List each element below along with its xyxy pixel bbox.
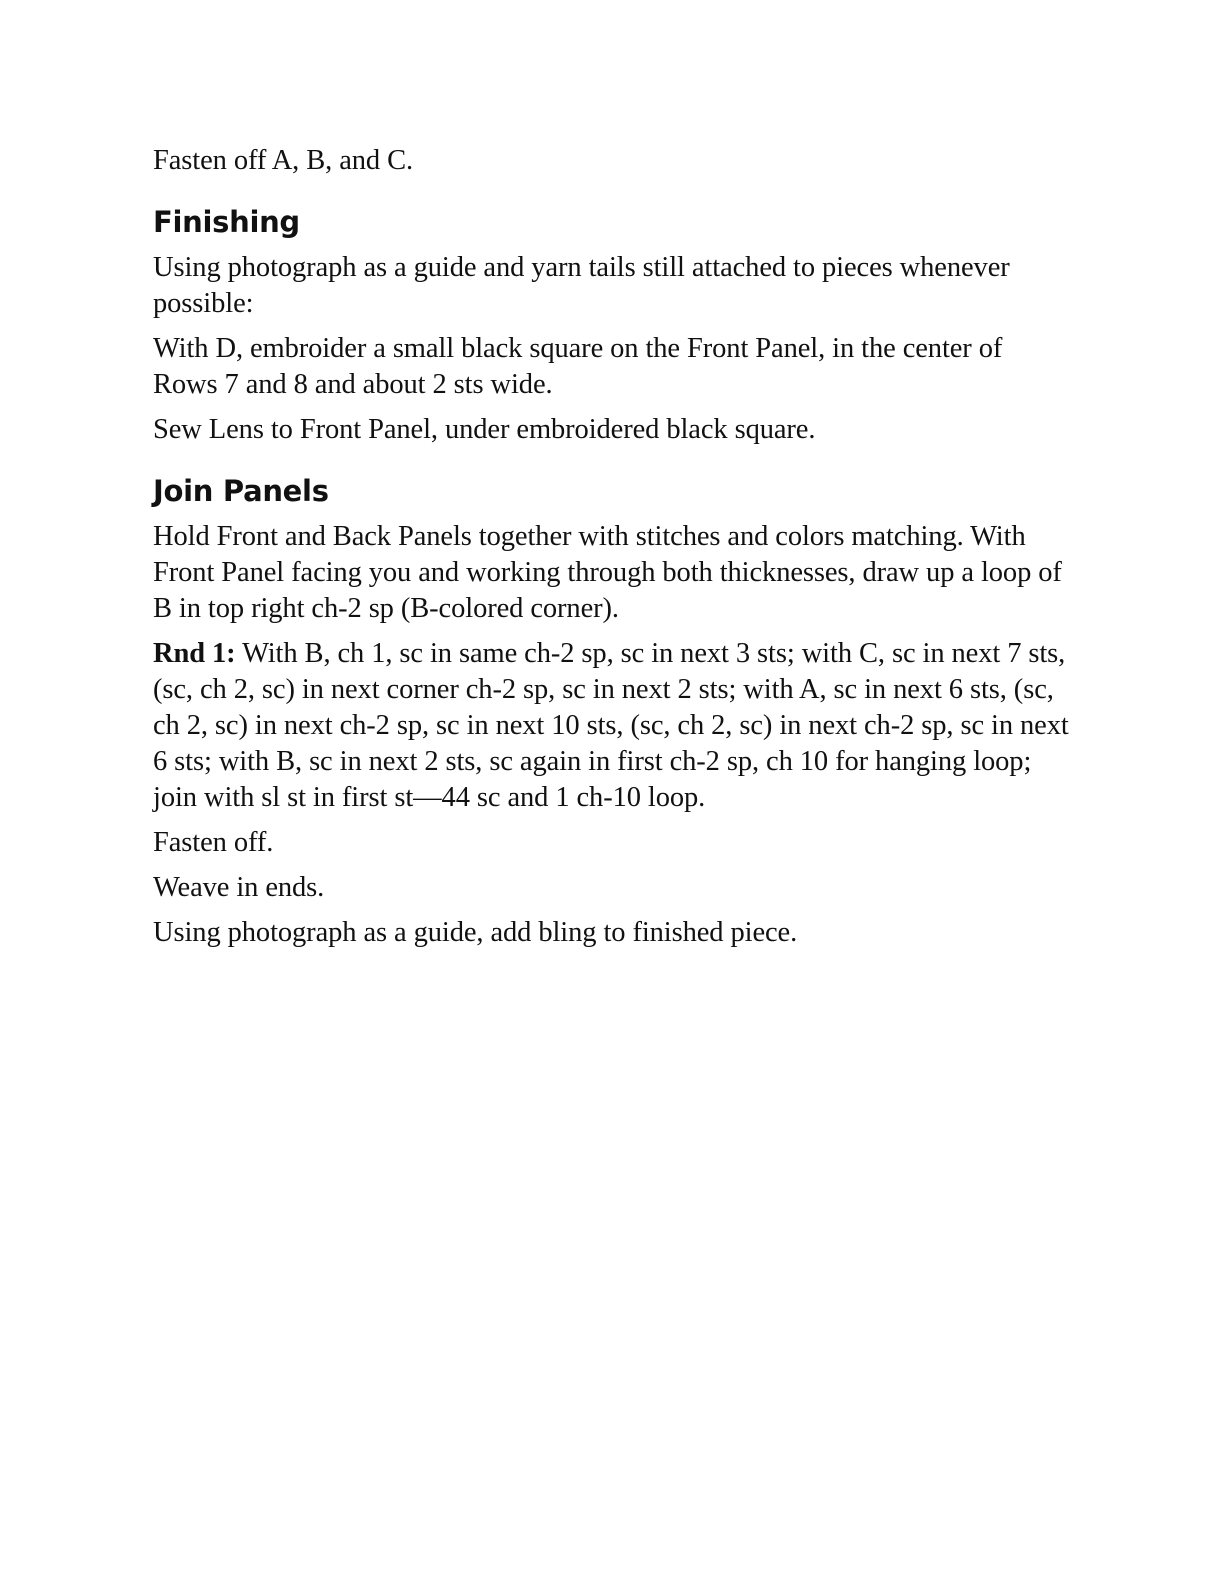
document-page	[153, 143, 1073, 960]
finishing-heading: Finishing	[153, 205, 300, 239]
finishing-paragraph-1: Using photograph as a guide and yarn tails still attached to pieces whenever possible:	[153, 252, 1010, 319]
round-1-instruction	[153, 636, 1073, 816]
finishing-paragraph-3: Sew Lens to Front Panel, under embroidered black square.	[153, 414, 816, 445]
round-1-text: With B, ch 1, sc in same ch-2 sp, sc in next 3 sts; with C, sc in next 7 sts, (sc, ch 2, sc) in next corner ch-2 sp, sc in next 2 sts; with A, sc in next 6 sts, (sc, ch 2, sc) in next ch-2 sp, sc in next 10 sts, (sc, ch 2, sc) in next ch-2 sp, sc in next 6 sts; with B, sc in next 2 sts, sc again in first ch-2 sp, ch 10 for hanging loop; join with sl st in first st—44 sc and 1 ch-10 loop.	[153, 638, 1069, 813]
finishing-paragraph-2: With D, embroider a small black square on the Front Panel, in the center of Rows 7 and 8 and about 2 sts wide.	[153, 333, 1003, 400]
join-panels-heading: Join Panels	[153, 474, 329, 508]
round-1-label: Rnd 1:	[153, 638, 236, 669]
closing-step-3: Using photograph as a guide, add bling to finished piece.	[153, 917, 798, 948]
closing-step-2: Weave in ends.	[153, 872, 325, 903]
fasten-off-intro: Fasten off A, B, and C.	[153, 145, 414, 176]
join-panels-intro: Hold Front and Back Panels together with stitches and colors matching. With Front Panel facing you and working through both thicknesses, draw up a loop of B in top right ch-2 sp (B-colored corner).	[153, 521, 1062, 624]
closing-step-1: Fasten off.	[153, 827, 274, 858]
